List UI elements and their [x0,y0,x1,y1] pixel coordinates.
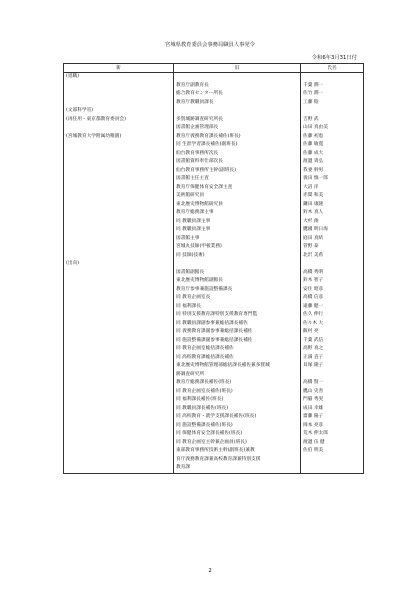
name-cell: 吉野 武 [301,116,364,125]
name-cell: 渡邊 貴弘 [301,158,364,167]
name-cell: 鷹國 明日海 [301,226,364,235]
table-row [64,311,364,320]
table-row [64,99,364,108]
old-position-cell: 同 施設整備課長補佐(班長) [174,422,301,431]
old-position-cell: 同 高校教育課総括課長補佐 [174,354,301,363]
new-position-cell [64,320,174,329]
name-cell: 義田 慎一郎 [301,175,364,184]
new-position-cell [64,362,174,371]
name-cell: 工藤 稔 [301,99,364,108]
new-position-cell [64,422,174,431]
new-position-cell [64,447,174,456]
name-cell: 岡本 亮彦 [301,422,364,431]
new-position-cell [64,218,174,227]
name-cell: 佐久 伸行 [301,311,364,320]
table-row [64,124,364,133]
table-row [64,82,364,91]
old-position-cell: 同 保健体育安全課長補佐(班長) [174,430,301,439]
table-row [64,252,364,261]
name-cell: 大沼 洋 [301,184,364,193]
old-position-cell: 同 義務教育課副参事兼総括課長補佐 [174,328,301,337]
table-row [64,371,364,380]
table-row [64,447,364,456]
new-position-cell [64,294,174,303]
table-row [64,116,364,125]
name-cell: 佐竹 潤一 [301,90,364,99]
new-position-cell [64,150,174,159]
new-position-cell: (退職) [64,73,174,82]
name-cell: 貝塚 隆子 [301,362,364,371]
name-cell [301,464,364,473]
new-position-cell [64,167,174,176]
old-position-cell: 仙台教育事務所次長 [174,150,301,159]
old-position-cell: 総合教育センター所長 [174,90,301,99]
table-row [64,413,364,422]
old-position-cell: 同 施設整備課副参事兼総括課長補佐 [174,337,301,346]
table-row [64,396,364,405]
table-row [64,388,364,397]
name-cell [301,107,364,116]
old-position-cell: 東北歴史博物館管理部総括課長補佐兼多賀城 [174,362,301,371]
name-cell [301,260,364,269]
old-position-cell: 図書館企画管理部長 [174,124,301,133]
name-cell [301,456,364,465]
old-position-cell [174,107,301,116]
name-cell: 鎌田 康隆 [301,201,364,210]
table-row [64,107,364,116]
old-position-cell: 育庁義務教育課兼高校教育課兼特別支援 [174,456,301,465]
new-position-cell [64,354,174,363]
old-position-cell: 教育庁義務教育課長補佐(班長) [174,133,301,142]
new-position-cell [64,277,174,286]
old-position-cell: 東北歴史博物館研究員 [174,201,301,210]
old-position-cell: 同 教育企画室主幹兼企画員(班長) [174,439,301,448]
old-position-cell: 教育庁総務課主事 [174,209,301,218]
name-cell: 高橋 秀明 [301,269,364,278]
name-cell: 千葉 潤一 [301,82,364,91]
table-row [64,354,364,363]
table-row [64,269,364,278]
old-position-cell: 教育課 [174,464,301,473]
new-position-cell [64,141,174,150]
old-position-cell: 東北歴史博物館副館長 [174,277,301,286]
old-position-cell: 同 技師(技術) [174,252,301,261]
new-position-cell [64,379,174,388]
new-position-cell [64,430,174,439]
name-cell: 安住 昭彦 [301,286,364,295]
new-position-cell [64,243,174,252]
old-position-cell: 同 教育企画室総括課長補佐 [174,345,301,354]
name-cell: 佐伯 明美 [301,447,364,456]
old-position-cell: 同 生涯学習課長補佐(副班長) [174,141,301,150]
new-position-cell [64,235,174,244]
old-position-cell: 東部教育事務所技術主幹(副班長)兼教 [174,447,301,456]
table-row [64,337,364,346]
old-position-cell [174,260,301,269]
name-cell: 門脇 秀実 [301,396,364,405]
new-position-cell: (再任用・東京都教育委員会) [64,116,174,125]
old-position-cell: 教育庁総務課長補佐(班長) [174,379,301,388]
new-position-cell [64,175,174,184]
document-title: 宮城県教育委員会事務局職員人事発令 [164,42,256,48]
column-header-old: 旧 [174,64,301,73]
new-position-cell [64,90,174,99]
new-position-cell [64,413,174,422]
new-position-cell [64,209,174,218]
name-cell [301,371,364,380]
old-position-cell: 宮城丸技師(甲板業務) [174,243,301,252]
table-row [64,209,364,218]
new-position-cell [64,158,174,167]
name-cell: 渡邊 伍 健 [301,439,364,448]
new-position-cell [64,269,174,278]
new-position-cell [64,456,174,465]
new-position-cell: (出向) [64,260,174,269]
table-row [64,277,364,286]
old-position-cell: 図書館副館長 [174,269,301,278]
table-header-row [64,64,364,73]
old-position-cell [174,73,301,82]
table-row [64,303,364,312]
table-row [64,167,364,176]
new-position-cell [64,252,174,261]
table-row [64,192,364,201]
name-cell: 我妻 幹男 [301,167,364,176]
table-row [64,328,364,337]
old-position-cell: 教育庁参事兼施設整備課長 [174,286,301,295]
old-position-cell: 同 教職員課主事 [174,218,301,227]
table-row [64,405,364,414]
new-position-cell [64,396,174,405]
name-cell: 佐藤 初恵 [301,133,364,142]
table-row [64,345,364,354]
column-header-name: 氏名 [301,64,364,73]
name-cell: 高野 真之 [301,345,364,354]
new-position-cell [64,184,174,193]
table-row [64,362,364,371]
old-position-cell: 多賀城跡調査研究所長 [174,116,301,125]
table-row [64,150,364,159]
new-position-cell [64,439,174,448]
page-number: 2 [208,568,212,574]
table-row [64,456,364,465]
table-row [64,260,364,269]
table-row [64,464,364,473]
table-row [64,243,364,252]
old-position-cell: 同 教職員課副参事兼総括課長補佐 [174,320,301,329]
table-row [64,175,364,184]
new-position-cell [64,464,174,473]
new-position-cell: (宮城教育大学附属幼稚園) [64,133,174,142]
table-row [64,201,364,210]
old-position-cell: 図書館主事 [174,235,301,244]
table-row [64,218,364,227]
name-cell: 成田 幸雄 [301,405,364,414]
name-cell: 佐藤 成大 [301,150,364,159]
name-cell: 佐々木 大 [301,320,364,329]
name-cell: 千葉 武信 [301,337,364,346]
column-header-new: 新 [64,64,174,73]
table-row [64,439,364,448]
old-position-cell: 図書館主任主査 [174,175,301,184]
table-row [64,133,364,142]
old-position-cell: 教育庁教職員課長 [174,99,301,108]
table-row [64,430,364,439]
new-position-cell [64,226,174,235]
issue-date: 令和6年3月31日付 [311,55,357,61]
old-position-cell: 同 教職員課長補佐(班長) [174,405,301,414]
name-cell: 赤間 和美 [301,192,364,201]
name-cell: 鷹山 史善 [301,388,364,397]
name-cell: 正満 直子 [301,354,364,363]
table-row [64,226,364,235]
name-cell: 高橋 信彦 [301,294,364,303]
new-position-cell [64,405,174,414]
new-position-cell [64,286,174,295]
old-position-cell: 同 福利課長 [174,303,301,312]
new-position-cell: (文部科学省) [64,107,174,116]
new-position-cell [64,99,174,108]
name-cell: 菅野 泰 [301,243,364,252]
name-cell: 佐藤 敏寛 [301,141,364,150]
table-row [64,286,364,295]
old-position-cell: 同 教育企画室長補佐(班長) [174,388,301,397]
old-position-cell: 同 福利課長補佐(班長) [174,396,301,405]
old-position-cell: 美術館研究員 [174,192,301,201]
table-row [64,379,364,388]
old-position-cell: 教育庁副教育長 [174,82,301,91]
new-position-cell [64,303,174,312]
table-row [64,235,364,244]
new-position-cell [64,82,174,91]
new-position-cell [64,201,174,210]
old-position-cell: 同 教育企画室長 [174,294,301,303]
table-row [64,90,364,99]
new-position-cell [64,337,174,346]
name-cell: 鈴木 真人 [301,209,364,218]
table-row [64,294,364,303]
table-row [64,184,364,193]
old-position-cell: 図書館資料奉仕部次長 [174,158,301,167]
name-cell: 遠藤 健一 [301,303,364,312]
name-cell: 山田 真由美 [301,124,364,133]
table-row [64,158,364,167]
name-cell: 飯村 亮 [301,328,364,337]
name-cell [301,73,364,82]
old-position-cell: 跡調査研究所 [174,371,301,380]
new-position-cell [64,371,174,380]
name-cell: 鈴木 智子 [301,277,364,286]
table-row [64,141,364,150]
old-position-cell: 教育庁保健体育安全課主査 [174,184,301,193]
new-position-cell [64,345,174,354]
table-row [64,422,364,431]
name-cell: 齋藤 陽子 [301,413,364,422]
name-cell: 大杉 俊 [301,218,364,227]
new-position-cell [64,311,174,320]
name-cell: 庭田 真結 [301,235,364,244]
name-cell: 北沢 美希 [301,252,364,261]
name-cell: 高橋 賢一 [301,379,364,388]
table-row [64,73,364,82]
name-cell: 荒木 伸太郎 [301,430,364,439]
new-position-cell [64,328,174,337]
old-position-cell: 同 教職員課主事 [174,226,301,235]
new-position-cell [64,124,174,133]
old-position-cell: 仙台教育事務所主幹(副班長) [174,167,301,176]
old-position-cell: 同 特別支援教育課特別支援教育専門監 [174,311,301,320]
new-position-cell [64,192,174,201]
old-position-cell: 同 高校教育・就学支援課長補佐(班長) [174,413,301,422]
personnel-table [63,63,364,474]
new-position-cell [64,388,174,397]
table-row [64,320,364,329]
